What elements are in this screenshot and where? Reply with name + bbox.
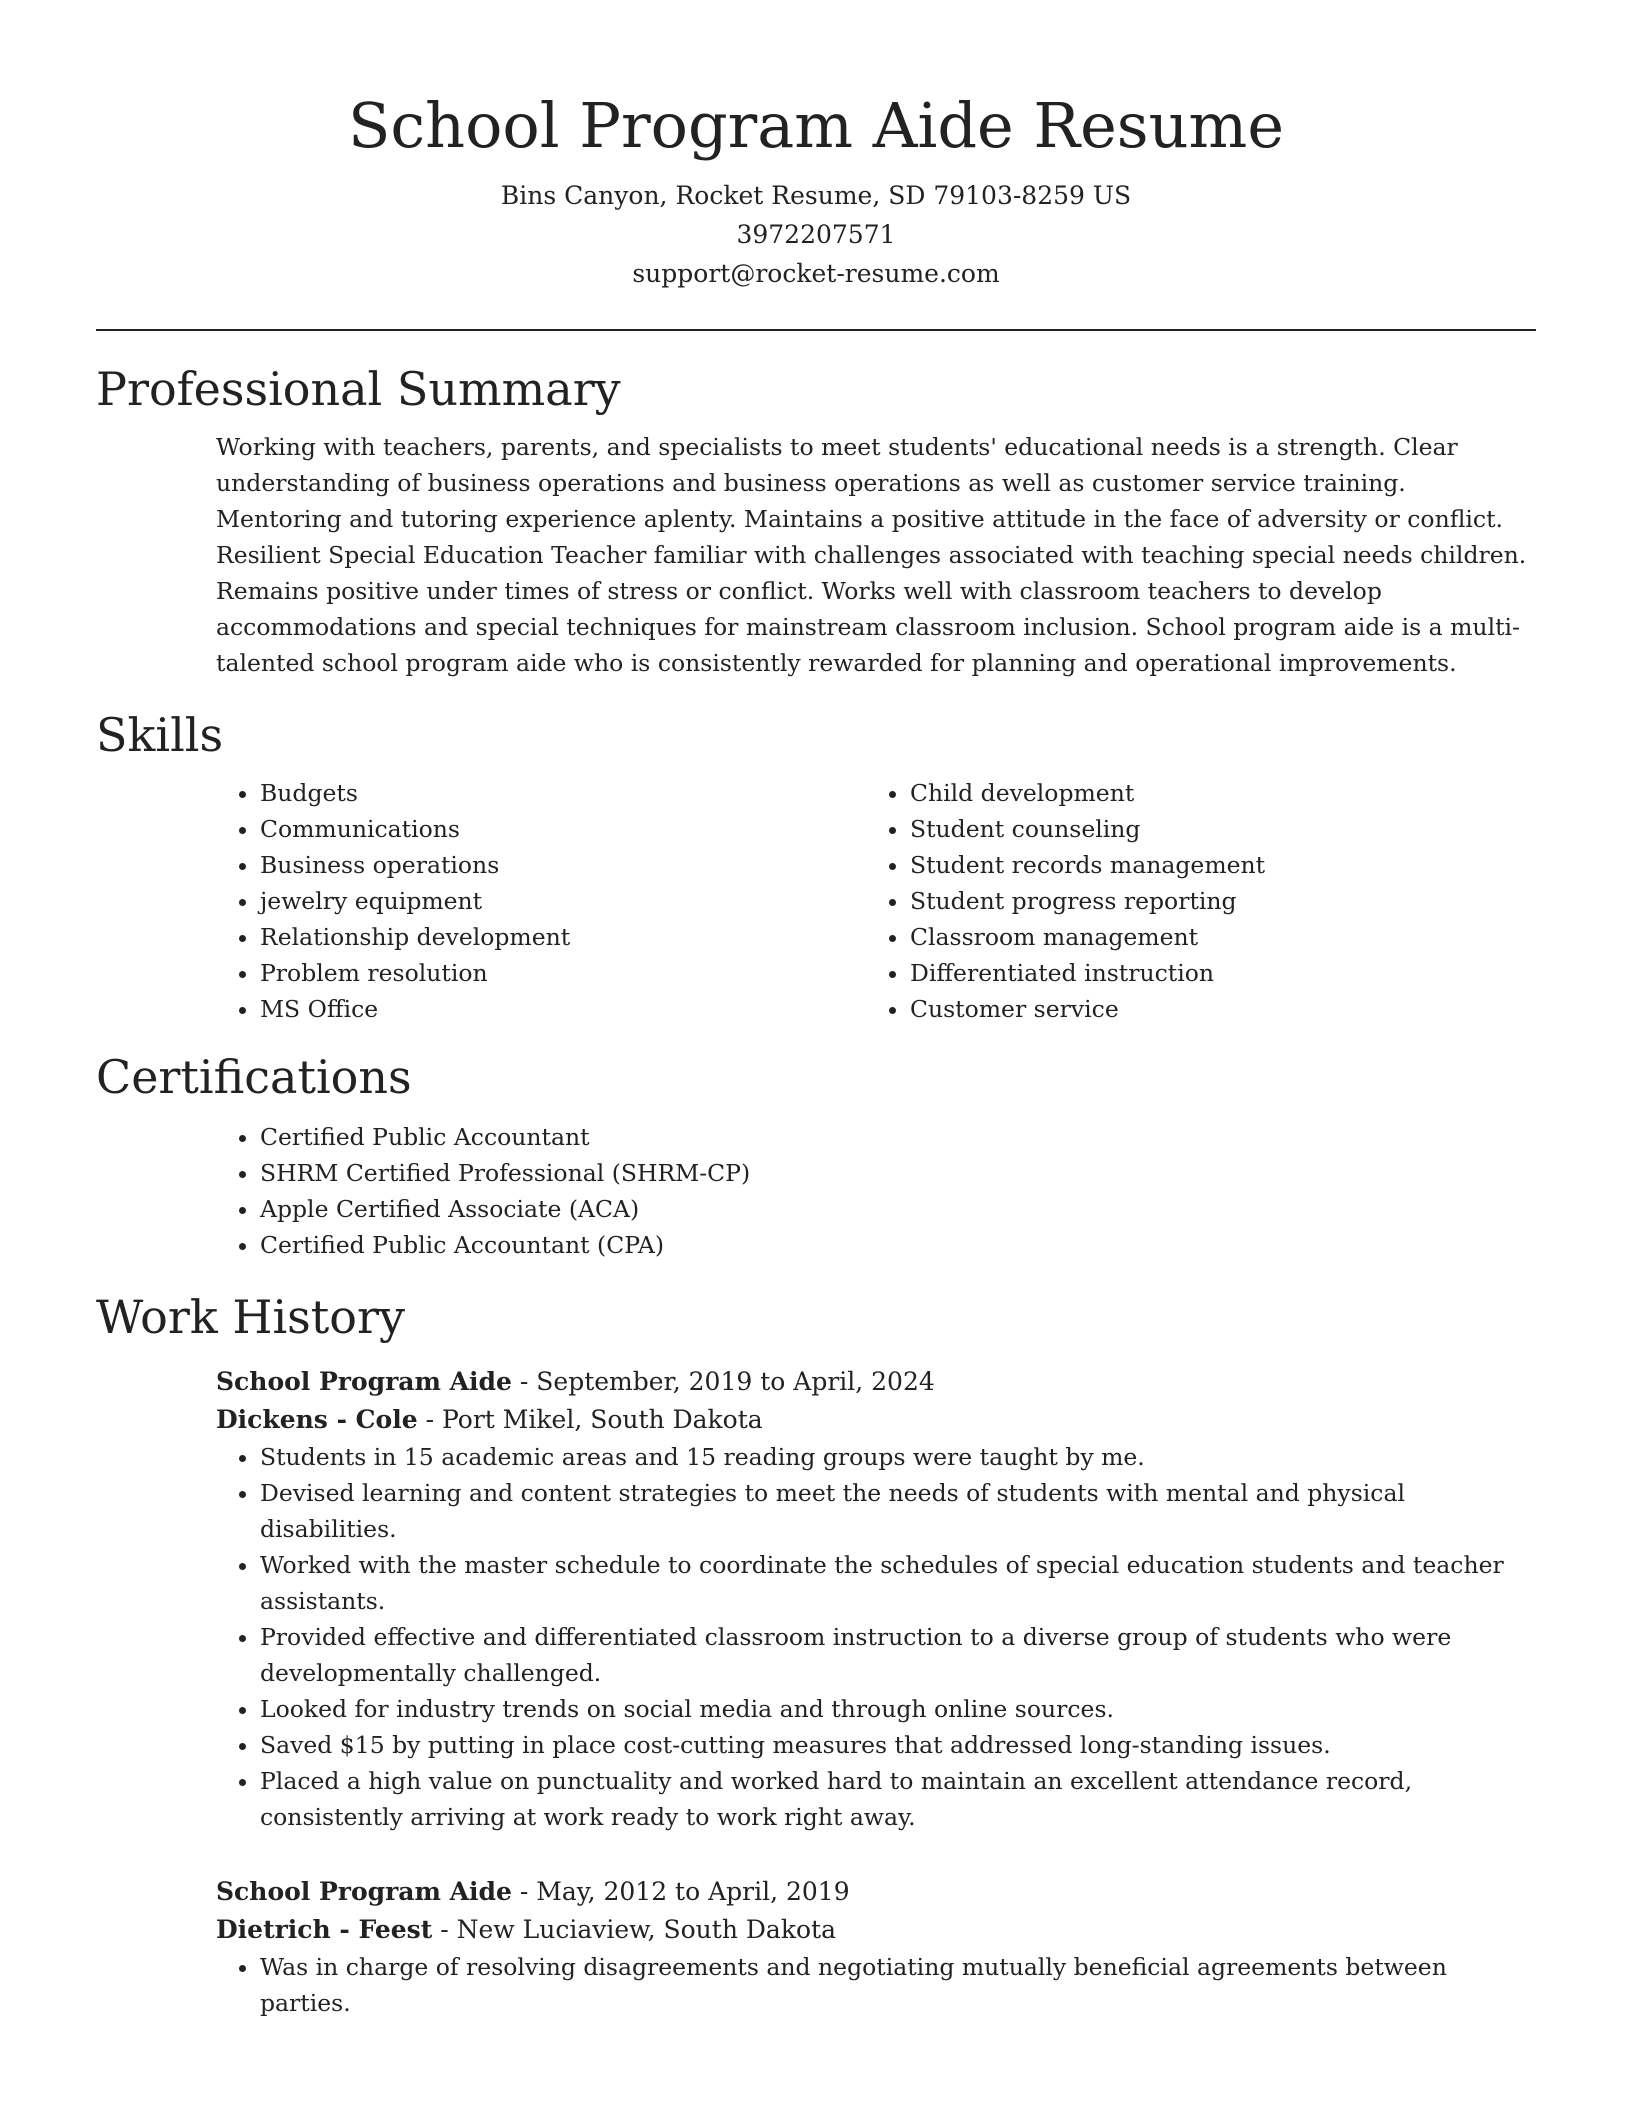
certification-item: • Apple Certified Associate (ACA) — [260, 1191, 1536, 1227]
job-location: - New Luciaview, South Dakota — [432, 1915, 836, 1944]
skill-item: • Classroom management — [910, 919, 1516, 955]
skills-grid — [216, 775, 1536, 1027]
skill-item: • Business operations — [260, 847, 866, 883]
skills-heading: Skills — [96, 708, 224, 762]
skills-column-right — [866, 775, 1516, 1027]
resume-page — [96, 0, 1536, 2021]
certifications-block — [216, 1119, 1536, 1263]
job-location: - Port Mikel, South Dakota — [417, 1405, 763, 1434]
contact-phone: 3972207571 — [736, 220, 896, 249]
summary-heading: Professional Summary — [96, 362, 621, 416]
skills-list-left — [216, 775, 866, 1027]
job-bullets — [216, 1949, 1536, 2021]
resume-header — [96, 0, 1536, 293]
job-bullet: • Devised learning and content strategies to meet the needs of students with mental and physical disabilities. — [260, 1475, 1536, 1547]
skill-item: • Communications — [260, 811, 866, 847]
skill-item: • Relationship development — [260, 919, 866, 955]
contact-email: support@rocket-resume.com — [632, 259, 1000, 288]
job-bullet: • Looked for industry trends on social media and through online sources. — [260, 1691, 1536, 1727]
certification-item: • Certified Public Accountant (CPA) — [260, 1227, 1536, 1263]
resume-title: School Program Aide Resume — [347, 89, 1285, 162]
job-title-line — [216, 1363, 1536, 1401]
summary-text: Working with teachers, parents, and specialists to meet students' educational needs is a strength. Clear understanding of business operations and business operations as well as customer service training. Mentoring and tutoring experience aplenty. Maintains a positive attitude in the face of adversity or conflict. Resilient Special Education Teacher familiar with challenges associated with teaching special needs children. Remains positive under times of stress or conflict. Works well with classroom teachers to develop accommodations and special techniques for mainstream classroom inclusion. School program aide is a multi-talented school program aide who is consistently rewarded for planning and operational improvements. — [216, 433, 1527, 677]
certification-item: • Certified Public Accountant — [260, 1119, 1536, 1155]
job-dates: - September, 2019 to April, 2024 — [511, 1367, 935, 1396]
skill-item: • Problem resolution — [260, 955, 866, 991]
skill-item: • Student progress reporting — [910, 883, 1516, 919]
skill-item: • Customer service — [910, 991, 1516, 1027]
job-title-line — [216, 1873, 1536, 1911]
job-bullet: • Worked with the master schedule to coordinate the schedules of special education students and teacher assistants. — [260, 1547, 1536, 1619]
job-bullet: • Placed a high value on punctuality and worked hard to maintain an excellent attendance record, consistently arriving at work ready to work right away. — [260, 1763, 1536, 1835]
job-title: School Program Aide — [216, 1367, 512, 1396]
skill-item: • Budgets — [260, 775, 866, 811]
skill-item: • Student records management — [910, 847, 1516, 883]
job-bullet: • Was in charge of resolving disagreements and negotiating mutually beneficial agreements between parties. — [260, 1949, 1536, 2021]
certification-item: • SHRM Certified Professional (SHRM-CP) — [260, 1155, 1536, 1191]
job-entry — [216, 1873, 1536, 2021]
job-title: School Program Aide — [216, 1877, 512, 1906]
skill-item: • Child development — [910, 775, 1516, 811]
job-bullet: • Provided effective and differentiated classroom instruction to a diverse group of students who were developmentally challenged. — [260, 1619, 1536, 1691]
skills-column-left — [216, 775, 866, 1027]
job-bullet: • Saved $15 by putting in place cost-cutting measures that addressed long-standing issues. — [260, 1727, 1536, 1763]
skill-item: • MS Office — [260, 991, 866, 1027]
certifications-list — [216, 1119, 1536, 1263]
job-company-line — [216, 1911, 1536, 1949]
skill-item: • jewelry equipment — [260, 883, 866, 919]
header-divider — [96, 329, 1536, 331]
skill-item: • Student counseling — [910, 811, 1516, 847]
job-company: Dickens - Cole — [216, 1405, 418, 1434]
job-entry — [216, 1363, 1536, 1835]
certifications-heading: Certifications — [96, 1050, 412, 1104]
job-company: Dietrich - Feest — [216, 1915, 433, 1944]
contact-address: Bins Canyon, Rocket Resume, SD 79103-8259 US — [500, 181, 1132, 210]
work-history-heading: Work History — [96, 1290, 405, 1344]
job-bullet: • Students in 15 academic areas and 15 reading groups were taught by me. — [260, 1439, 1536, 1475]
skills-list-right — [866, 775, 1516, 1027]
job-bullets — [216, 1439, 1536, 1835]
job-dates: - May, 2012 to April, 2019 — [511, 1877, 850, 1906]
skill-item: • Differentiated instruction — [910, 955, 1516, 991]
job-company-line — [216, 1401, 1536, 1439]
